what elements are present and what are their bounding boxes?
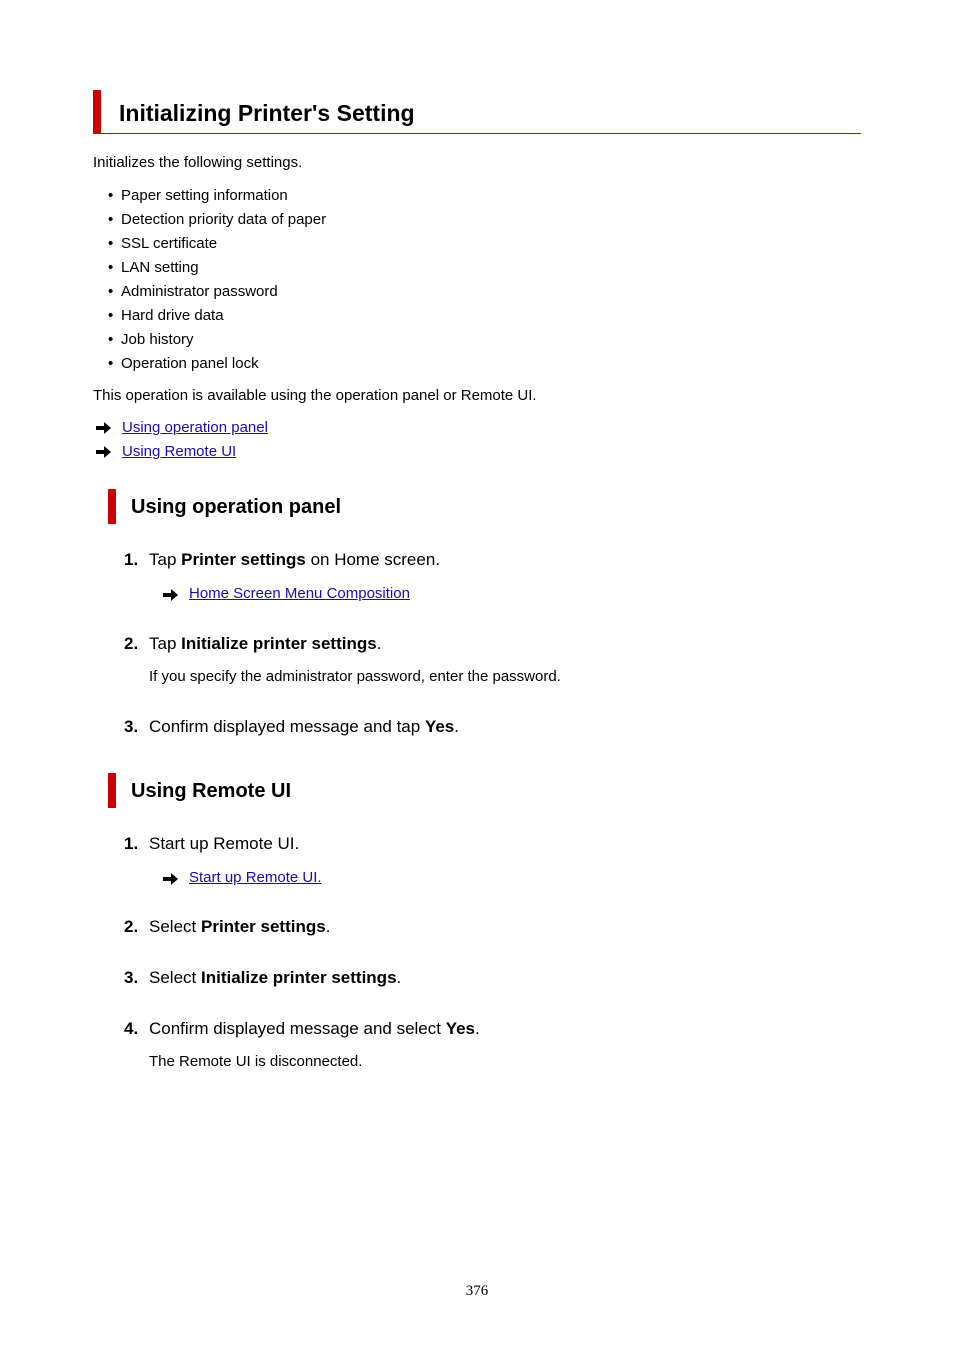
step-number: 3.	[124, 717, 139, 736]
list-item: LAN setting	[121, 259, 199, 276]
step-text: Select Printer settings.	[149, 917, 331, 936]
availability-text: This operation is available using the operation panel or Remote UI.	[93, 387, 537, 404]
step-number: 1.	[124, 834, 139, 853]
section-heading-operation-panel: Using operation panel	[131, 496, 342, 518]
list-item: Detection priority data of paper	[121, 211, 327, 228]
bullet-icon: •	[108, 355, 114, 372]
link-using-operation-panel[interactable]: Using operation panel	[122, 419, 268, 436]
title-divider	[93, 133, 861, 134]
list-item: Job history	[121, 331, 194, 348]
bullet-icon: •	[108, 235, 114, 252]
step-number: 2.	[124, 634, 139, 653]
intro-text: Initializes the following settings.	[93, 154, 303, 171]
bullet-icon: •	[108, 307, 114, 324]
bullet-icon: •	[108, 259, 114, 276]
step-text: Tap Initialize printer settings.	[149, 634, 382, 653]
list-item: Paper setting information	[121, 187, 288, 204]
step-number: 3.	[124, 968, 139, 987]
bullet-icon: •	[108, 211, 114, 228]
step-text: Select Initialize printer settings.	[149, 968, 402, 987]
arrow-right-icon	[96, 446, 111, 458]
arrow-right-icon	[163, 873, 178, 885]
step-number: 1.	[124, 550, 139, 569]
list-item: Operation panel lock	[121, 355, 259, 372]
bullet-icon: •	[108, 331, 114, 348]
title-accent-bar	[93, 90, 101, 134]
section-accent-bar	[108, 773, 116, 808]
step-note: If you specify the administrator password, enter the password.	[149, 668, 561, 685]
page-number: 376	[465, 1283, 489, 1299]
link-using-remote-ui[interactable]: Using Remote UI	[122, 443, 237, 460]
step-note: The Remote UI is disconnected.	[149, 1053, 363, 1070]
arrow-right-icon	[163, 589, 178, 601]
link-start-up-remote-ui[interactable]: Start up Remote UI.	[189, 869, 322, 886]
list-item: Hard drive data	[121, 307, 224, 324]
link-home-screen-menu[interactable]: Home Screen Menu Composition	[189, 585, 410, 602]
step-text: Tap Printer settings on Home screen.	[149, 550, 441, 569]
section-accent-bar	[108, 489, 116, 524]
step-text: Start up Remote UI.	[149, 834, 300, 853]
bullet-icon: •	[108, 187, 114, 204]
bullet-icon: •	[108, 283, 114, 300]
list-item: SSL certificate	[121, 235, 218, 252]
page-title: Initializing Printer's Setting	[119, 100, 415, 126]
section-heading-remote-ui: Using Remote UI	[131, 780, 292, 802]
arrow-right-icon	[96, 422, 111, 434]
step-number: 2.	[124, 917, 139, 936]
step-text: Confirm displayed message and select Yes.	[149, 1019, 480, 1038]
list-item: Administrator password	[121, 283, 278, 300]
step-number: 4.	[124, 1019, 139, 1038]
step-text: Confirm displayed message and tap Yes.	[149, 717, 459, 736]
